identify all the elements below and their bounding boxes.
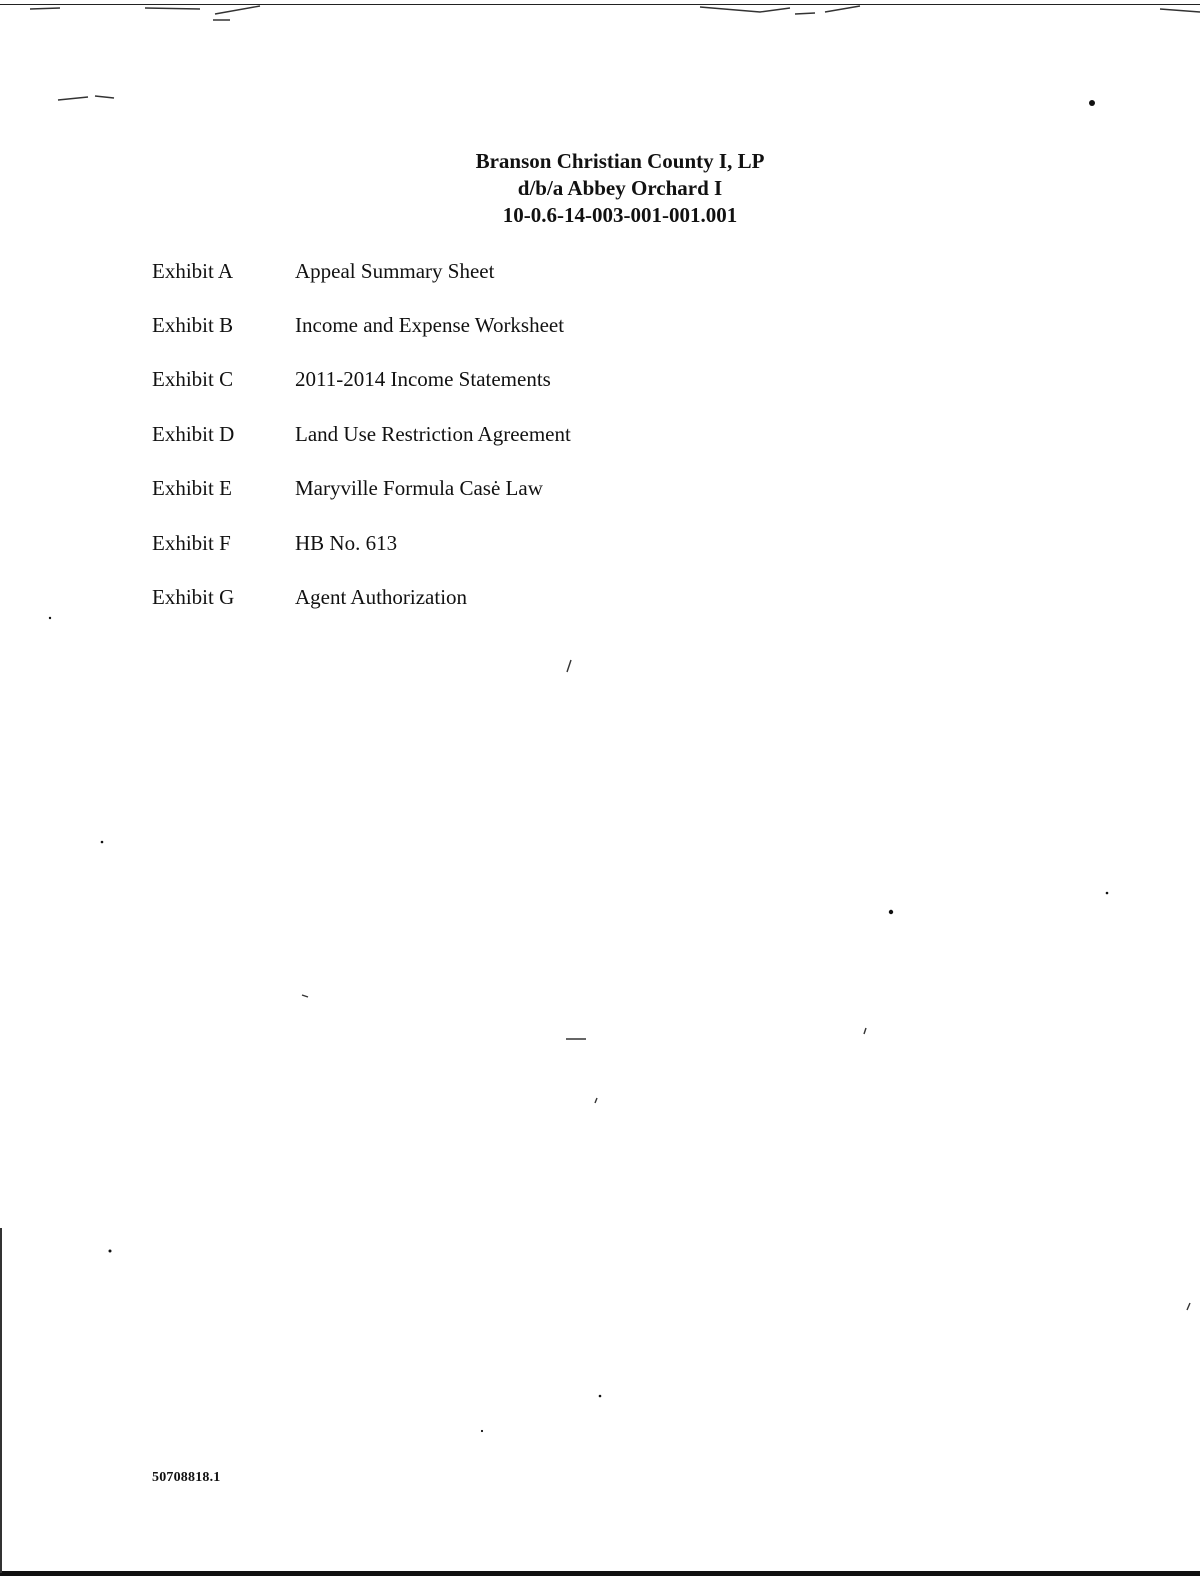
exhibit-title: Appeal Summary Sheet — [295, 259, 495, 283]
exhibit-title: 2011-2014 Income Statements — [295, 367, 551, 391]
document-number: 50708818.1 — [152, 1470, 221, 1485]
document-header — [300, 148, 940, 229]
entity-name: Branson Christian County I, LP — [475, 149, 765, 173]
exhibit-label: Exhibit D — [152, 422, 235, 446]
exhibit-label: Exhibit G — [152, 585, 235, 609]
exhibit-title: Agent Authorization — [295, 585, 468, 609]
exhibit-label: Exhibit C — [152, 367, 234, 391]
parcel-number: 10-0.6-14-003-001-001.001 — [502, 203, 738, 227]
exhibit-label: Exhibit F — [152, 531, 231, 555]
exhibit-label: Exhibit A — [152, 259, 234, 283]
exhibit-title: Income and Expense Worksheet — [295, 313, 565, 337]
exhibit-label: Exhibit B — [152, 313, 234, 337]
exhibit-title: HB No. 613 — [295, 531, 398, 555]
exhibit-title: Maryville Formula Casė Law — [295, 476, 543, 500]
exhibit-label: Exhibit E — [152, 476, 232, 500]
dba-name: d/b/a Abbey Orchard I — [517, 176, 723, 200]
exhibit-title: Land Use Restriction Agreement — [295, 422, 571, 446]
